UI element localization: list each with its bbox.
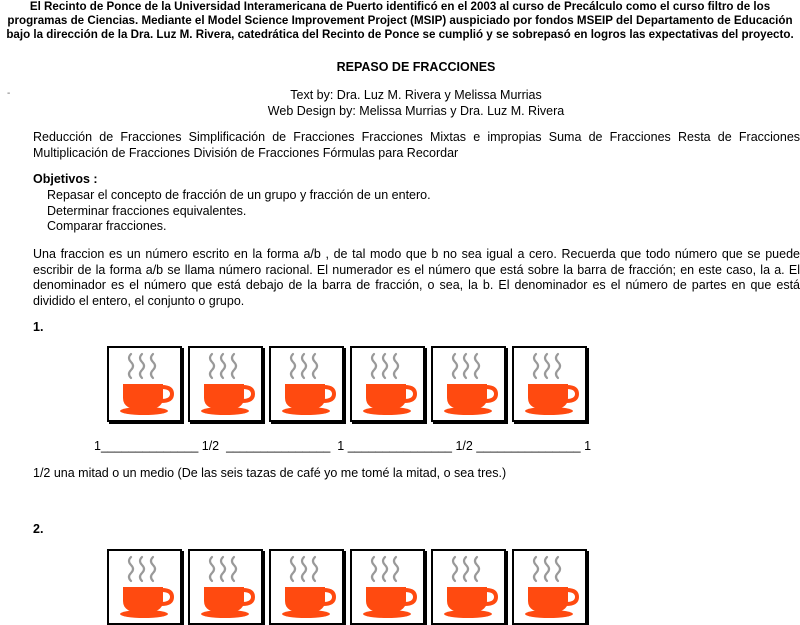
coffee-cup-image bbox=[431, 549, 506, 625]
link-formulas[interactable]: Fórmulas para Recordar bbox=[322, 145, 459, 160]
coffee-cup-image bbox=[512, 549, 587, 625]
objectives-list bbox=[47, 188, 431, 235]
objective-item: Determinar fracciones equivalentes. bbox=[47, 203, 247, 218]
example-2-label: 2. bbox=[33, 522, 44, 536]
link-multiplicacion[interactable]: Multiplicación de Fracciones bbox=[33, 145, 191, 160]
link-mixtas[interactable]: Fracciones Mixtas e impropias bbox=[361, 130, 542, 144]
fraction-number-line: 1______________ 1/2 _______________ 1 _______________ 1/2 _______________ 1 bbox=[94, 439, 592, 453]
text-credit: Text by: Dra. Luz M. Rivera y Melissa Murrias bbox=[290, 88, 542, 102]
objective-item: Repasar el concepto de fracción de un grupo y fracción de un entero. bbox=[47, 188, 431, 202]
example-1-note: 1/2 una mitad o un medio (De las seis tazas de café yo me tomé la mitad, o sea tres.) bbox=[33, 466, 507, 480]
objective-item: Comparar fracciones. bbox=[47, 219, 167, 233]
project-header bbox=[0, 0, 800, 42]
link-resta[interactable]: Resta de Fracciones bbox=[677, 130, 800, 144]
example-2-cups bbox=[107, 549, 592, 625]
coffee-cup-image bbox=[350, 549, 425, 625]
link-suma[interactable]: Suma de Fracciones bbox=[548, 130, 671, 144]
link-division[interactable]: División de Fracciones bbox=[193, 145, 320, 160]
link-simplificacion[interactable]: Simplificación de Fracciones bbox=[188, 130, 355, 144]
coffee-cup-image bbox=[107, 346, 182, 422]
decorative-dash: - bbox=[7, 88, 11, 99]
coffee-cup-image bbox=[188, 346, 263, 422]
coffee-cup-image bbox=[431, 346, 506, 422]
link-reduccion[interactable]: Reducción de Fracciones bbox=[33, 130, 182, 144]
example-1-label: 1. bbox=[33, 320, 44, 334]
coffee-cup-image bbox=[269, 346, 344, 422]
intro-paragraph: Una fraccion es un número escrito en la forma a/b , de tal modo que b no sea igual a cero. Recuerda que todo número que se puede escribir de la forma a/b se llama número racional. El numerador es el número que está sobre la barra de fracción; en este caso, la a. El denominador es el número que está debajo de la barra de fracción, o sea, la b. El denominador es el número de partes en que está dividido el entero, el conjunto o grupo. bbox=[33, 247, 800, 308]
design-credit: Web Design by: Melissa Murrias y Dra. Luz M. Rivera bbox=[267, 104, 565, 118]
coffee-cup-image bbox=[512, 346, 587, 422]
objectives-title: Objetivos : bbox=[33, 172, 98, 186]
coffee-cup-image bbox=[107, 549, 182, 625]
header-line-1: El Recinto de Ponce de la Universidad Interamericana de Puerto identificó en el 2003 al curso de Precálculo como el curso filtro de los bbox=[29, 0, 771, 13]
coffee-cup-image bbox=[350, 346, 425, 422]
credits bbox=[0, 87, 800, 119]
header-line-2: programas de Ciencias. Mediante el Model Science Improvement Project (MSIP) auspiciado por fondos MSEIP del Departamento de Educación bbox=[7, 14, 793, 27]
coffee-cup-image bbox=[269, 549, 344, 625]
example-1-cups bbox=[107, 346, 592, 422]
topic-links bbox=[33, 130, 800, 161]
header-line-3: bajo la dirección de la Dra. Luz M. Rivera, catedrática del Recinto de Ponce se cumplió y se sobrepasó en logros las expectativas del proyecto. bbox=[6, 28, 794, 41]
coffee-cup-image bbox=[188, 549, 263, 625]
page-title: REPASO DE FRACCIONES bbox=[336, 60, 496, 74]
